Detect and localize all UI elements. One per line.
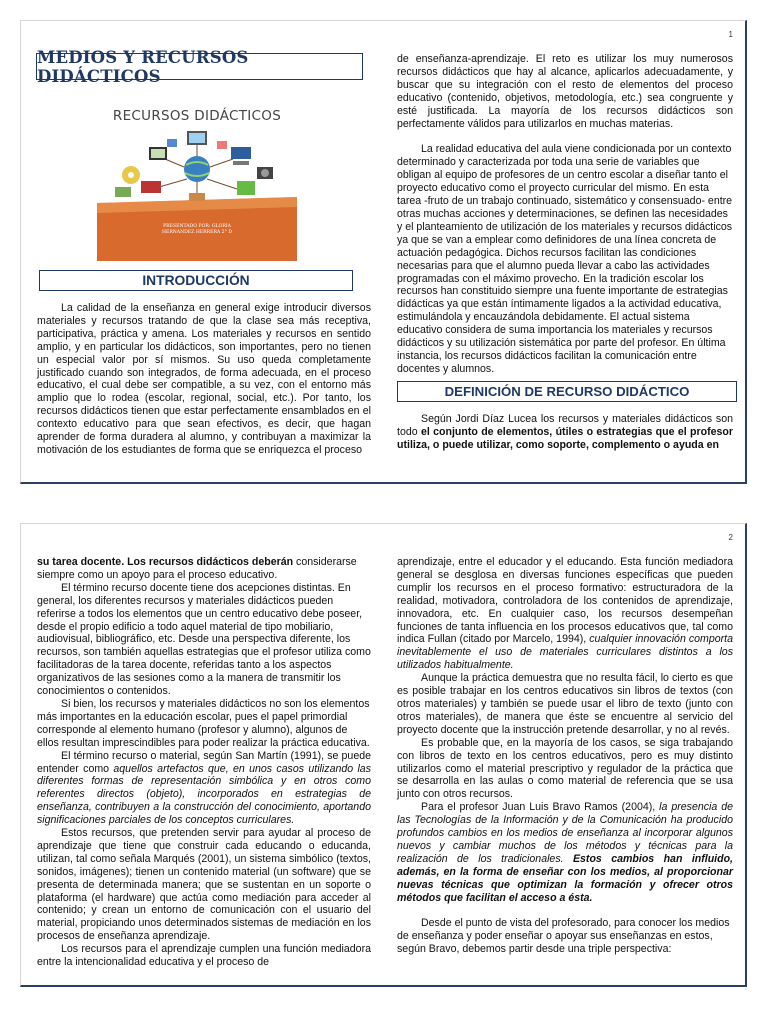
- left-paragraph-2: El término recurso docente tiene dos acepciones distintas. En general, los diferentes recursos y materiales didácticos pueden referirse a todos los elementos que un centro educativo debe poseer, desde el propio edificio a todo aquel material de tipo mobiliario, audiovisual, bibliográfico, etc. Desde una perspectiva diferente, los recursos, son también aquellas estrategias que el profesor utiliza como facilitadoras de la tarea docente, referidas tanto a los aspectos organizativos de las sesiones como a la manera de transmitir los conocimientos o contenidos.: [37, 581, 371, 698]
- paragraph-text: considerarse siempre como un apoyo para el proceso educativo.: [37, 556, 357, 581]
- paragraph-text: aprendizaje, entre el educador y el educando. Esta función mediadora general se desglosa en diversas funciones específicas que pueden cumplir los recursos en el proceso formativo: estructuradora de la realidad, motivadora, controladora de los contenidos de aprendizaje, innovadora, etc. En cualquier caso, los recursos desempeñan funciones de tanta influencia en los procesos educativos que, tal como indica Fullan (citado por Marcelo, 1994),: [397, 556, 733, 646]
- paragraph-text: El término recurso o material, según San Martín (1991), se puede entender como: [37, 749, 371, 775]
- introduction-heading: INTRODUCCIÓN: [39, 270, 353, 291]
- left-column: [37, 302, 371, 457]
- bold-italic-quote: Estos cambios han influido, además, en la forma de enseñar con los medios, al proporcionar nuevas técnicas que optimizan la formación y ofrecer otros métodos que facilitan el acceso a ésta.: [397, 852, 734, 904]
- right-paragraph-2: La realidad educativa del aula viene condicionada por un contexto determinado y caracterizada por toda una serie de variables que obligan al equipo de profesores de un centro escolar a diseñar tanto el proyecto educativo como el proyecto curricular del mismo. En esta tarea -fruto de un trabajo continuado, sistemático y consensuado- entre otras muchas acciones y determinaciones, se definen las necesidades y el planteamiento de utilización de los materiales y recursos didácticos ya que se van a emplear como definidores de una línea concreta de actuación pedagógica. Dichos recursos facilitan las condiciones necesarias para que el alumno pueda llevar a cabo las actividades programadas con el máximo provecho. En la tradición escolar los recursos han constituido siempre una fuente importante de estrategias didácticas ya que están íntimamente ligados a la actividad educativa, estimulándola y encauzándola debidamente. El actual sistema educativo considera de suma importancia los materiales y recursos didácticos y su utilización sistemática por parte del profesor. En última instancia, los recursos didácticos facilitan la comunicación entre docentes y alumnos.: [397, 143, 733, 375]
- right-paragraph-1: de enseñanza-aprendizaje. El reto es utilizar los muy numerosos recursos didácticos que hay al alcance, aplicarlos adecuadamente, y buscar que su integración con el resto de elementos del proceso educativo (contenido, objetivos, metodología, etc.) sea congruente y esté justificada. La mayoría de los recursos didácticos son perfectamente válidos para utilizarlos en muchas materias.: [397, 53, 733, 130]
- document-page-1: [20, 20, 747, 484]
- italic-quote: cualquier innovación comporta inevitablemente el uso de materiales curriculares distintos a los utilizados habitualmente.: [397, 633, 733, 672]
- bold-text: su tarea docente. Los recursos didácticos deberán: [37, 556, 294, 568]
- definition-bold-text: el conjunto de elementos, útiles o estrategias que el profesor utiliza, o puede utilizar, como soporte, complemento o ayuda en: [397, 425, 733, 451]
- italic-quote: aquellos artefactos que, en unos casos utilizando las diferentes formas de representación simbólica y en otros como referentes directos (objeto), incorporados en estrategias de enseñanza, contribuyen a la construcción del conocimiento, aportando significaciones parciales de los conceptos curriculares.: [37, 762, 371, 827]
- right-paragraph-3: Es probable que, en la mayoría de los casos, se siga trabajando con libros de texto en los centros educativos, pero es muy distinto utilizarlos como el material prescriptivo y regulador de la práctica que se desarrolla en las aulas o como material de referencia que se usa junto con otros recursos.: [397, 736, 733, 801]
- definition-block: [397, 413, 733, 452]
- definition-paragraph: [397, 413, 733, 452]
- right-paragraph-2: Aunque la práctica demuestra que no resulta fácil, lo cierto es que es posible trabajar en los centros educativos sin libros de textos (con otros materiales) y también se puede usar el libro de texto (junto con otros materiales), de manera que éste se encuentre al servicio del proyecto docente que la instrucción pretende desarrollar, y no al revés.: [397, 672, 733, 736]
- left-paragraph-1: [37, 556, 371, 582]
- paragraph-text: Para el profesor Juan Luis Bravo Ramos (2004),: [421, 801, 660, 814]
- document-page-2: [20, 523, 747, 987]
- right-paragraph-1: [397, 556, 733, 672]
- left-paragraph-6: Los recursos para el aprendizaje cumplen una función mediadora entre la intencionalidad educativa y el proceso de: [37, 943, 371, 969]
- definition-lead: Según Jordi Díaz Lucea los recursos y materiales didácticos son todo: [397, 413, 733, 438]
- right-paragraph-4: [397, 801, 733, 904]
- document-title: MEDIOS Y RECURSOS DIDÁCTICOS: [36, 53, 363, 80]
- right-column: [397, 556, 733, 956]
- right-paragraph-5: Desde el punto de vista del profesorado, para conocer los medios de enseñanza y poder enseñar o apoyar sus enseñanzas en estos, según Bravo, debemos partir desde una triple perspectiva:: [397, 917, 730, 956]
- page-number: 1: [728, 30, 733, 39]
- left-paragraph-5: Estos recursos, que pretenden servir para ayudar al proceso de aprendizaje que tiene que construir cada educando o educanda, utilizan, tal como señala Marqués (2001), un sistema simbólico (textos, sonidos, imágenes); tienen un contenido material (un software) que se presenta de determinada manera; que se sustentan en un soporte o plataforma (el hardware) que actúa como mediación para acceder al contenido; y crean un entorno de comunicación con el usuario del material, propiciando unos determinados sistemas de mediación en los procesos de enseñanza aprendizaje.: [37, 827, 371, 943]
- illustration-graphic: [97, 101, 297, 261]
- right-column: [397, 53, 733, 376]
- recursos-didacticos-illustration: [97, 101, 297, 261]
- italic-quote: la presencia de las Tecnologías de la Información y de la Comunicación ha producido profundos cambios en los medios de enseñanza al incorporar algunos nuevos y cambiar muchos de los métodos y técnicas para la realización de los tradicionales.: [397, 801, 734, 865]
- left-column: [37, 556, 371, 969]
- intro-paragraph: La calidad de la enseñanza en general exige introducir diversos materiales y recursos tratando de que la clase sea más receptiva, participativa, práctica y amena. Los materiales y recursos en sentido amplio, y en particular los didácticos, son importantes, pero no tienen un especial valor por sí mismos. Su uso queda completamente justificado cuando son integrados, de forma adecuada, en el proceso educativo, el cual debe ser compatible, a su vez, con el entorno más amplio que lo rodea (escolar, regional, social, etc.). Por tanto, los recursos didácticos tienen que estar perfectamente ensamblados en el contexto educativo para que sean efectivos, es decir, que hagan aprender de forma duradera al alumno, y contribuyan a maximizar la motivación de los estudiantes de forma que se enriquezca el proceso: [37, 302, 371, 456]
- page-number: 2: [728, 533, 733, 542]
- left-paragraph-4: [37, 750, 371, 827]
- illustration-heading: RECURSOS DIDÁCTICOS: [112, 108, 282, 124]
- illustration-caption: PRESENTADO POR: GLORIA HERNANDEZ HERRERA 2° D: [161, 224, 233, 235]
- definition-heading: DEFINICIÓN DE RECURSO DIDÁCTICO: [397, 381, 737, 402]
- left-paragraph-3: Si bien, los recursos y materiales didácticos no son los elementos más importantes en la educación escolar, pues el papel primordial corresponde al elemento humano (profesor y alumno), algunos de ellos resultan imprescindibles para poder realizar la práctica educativa.: [37, 697, 370, 749]
